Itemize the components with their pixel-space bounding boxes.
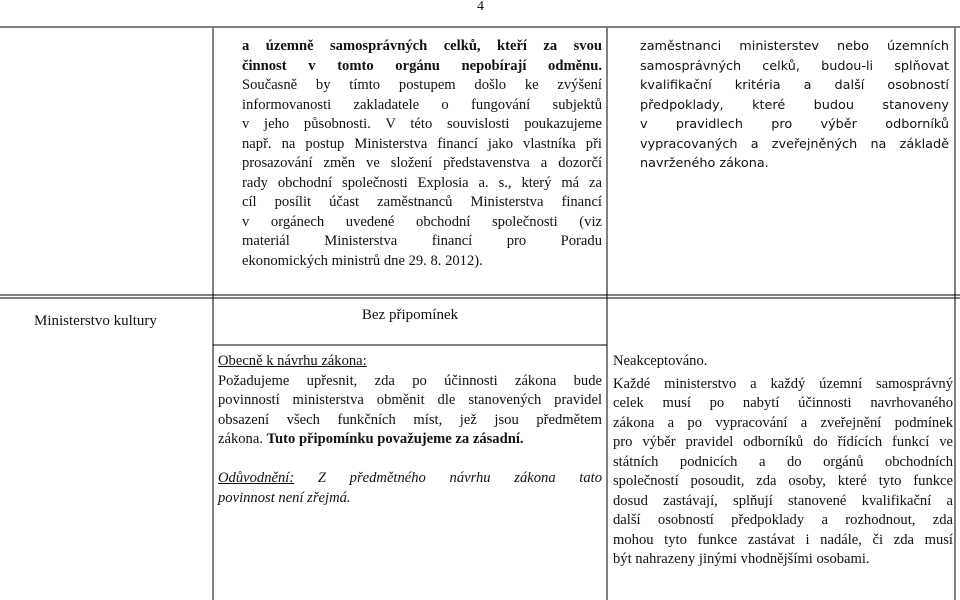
response-line: zaměstnanci ministerstev nebo územních	[640, 39, 949, 54]
proposal-line: Požadujeme upřesnit, zda po účinnosti zákona bude	[218, 372, 602, 389]
spacer	[218, 450, 602, 470]
response-last-line: být nahrazeny jinými vhodnějšími osobami.	[613, 551, 870, 567]
proposal-line: obsazení všech funkčních míst, jež jsou předmětem	[218, 411, 602, 428]
comment-bold-line: a územně samosprávných celků, kteří za svou	[242, 38, 602, 54]
ministry-name: Ministerstvo kultury	[34, 313, 157, 329]
comment-line: ekonomických ministrů dne 29. 8. 2012).	[242, 252, 483, 269]
comment-line: např. na postup Ministerstva financí jako vlastníka při	[242, 135, 602, 152]
comment-line: v jeho působnosti. V této souvislosti poukazujeme	[242, 116, 602, 132]
proposal-last-line	[218, 430, 602, 450]
response-line: státních podnicích a do orgánů obchodních	[613, 453, 953, 470]
response-line: v pravidlech pro výběr odborníků	[640, 117, 949, 132]
justification-text: Z předmětného návrhu zákona tato	[294, 470, 602, 486]
fundamental-comment-note: Tuto připomínku považujeme za zásadní.	[266, 431, 524, 447]
justification-line	[218, 469, 602, 489]
proposal-cell	[218, 352, 602, 508]
response-line: celek musí po nabytí účinnosti navrhovaného	[613, 395, 953, 411]
response-line: navrženého zákona.	[640, 156, 769, 171]
proposal-last-plain: zákona.	[218, 431, 267, 447]
no-comments-label: Bez připomínek	[361, 307, 459, 323]
response-line: vypracovaných a zveřejněných na základě	[640, 136, 949, 152]
justification-label: Odůvodnění:	[218, 470, 295, 486]
response-line: mohou tyto funkce zastávat i nadále, či zda musí	[613, 531, 953, 548]
response-status: Neakceptováno.	[613, 353, 708, 369]
comment-line: v orgánech uvedené obchodní společnosti (viz	[242, 213, 602, 230]
response-line: společností posoudit, zda osoby, které tyto funkce	[613, 473, 953, 489]
comment-line: rady obchodní společnosti Explosia a. s., který má za	[242, 174, 602, 191]
response-line: Každé ministerstvo a každý územní samosprávný	[613, 375, 953, 392]
comment-line: informovanosti zakladatele o fungování subjektů	[242, 96, 602, 113]
response-cell-row2	[613, 352, 953, 570]
response-line: dosud zastávají, splňují stanovené kvalifikační a	[613, 492, 953, 509]
response-line: zákona a po vypracování a zveřejnění podmínek	[613, 414, 953, 431]
proposal-line: povinností ministerstva obměnit dle stanovených pravidel	[218, 392, 602, 408]
justification-line-2: povinnost není zřejmá.	[218, 489, 351, 506]
response-line: kvalifikační kritéria a další osobností	[640, 78, 949, 93]
proposal-heading: Obecně k návrhu zákona:	[218, 353, 367, 369]
response-line: samosprávných celků, budou-li splňovat	[640, 58, 949, 74]
comment-line: materiál Ministerstva financí pro Poradu	[242, 233, 602, 249]
page-number: 4	[477, 0, 484, 14]
comment-cell-row1	[242, 37, 602, 271]
comment-line: prosazování změn ve složení představenstva a dozorčí	[242, 155, 602, 171]
response-cell-row1	[640, 37, 949, 174]
response-line: pro výběr pravidel odborníků do řídících funkcí ve	[613, 434, 953, 450]
comment-line: Současně by tímto postupem došlo ke zvýšení	[242, 77, 602, 93]
comment-bold-line: činnost v tomto orgánu nepobírají odměnu.	[242, 57, 602, 74]
response-line: další osobností předpoklady a rozhodnout, zda	[613, 512, 953, 528]
response-line: předpoklady, které budou stanoveny	[640, 97, 949, 113]
comment-line: cíl posílit účast zaměstnanců Ministerstva financí	[242, 194, 602, 210]
